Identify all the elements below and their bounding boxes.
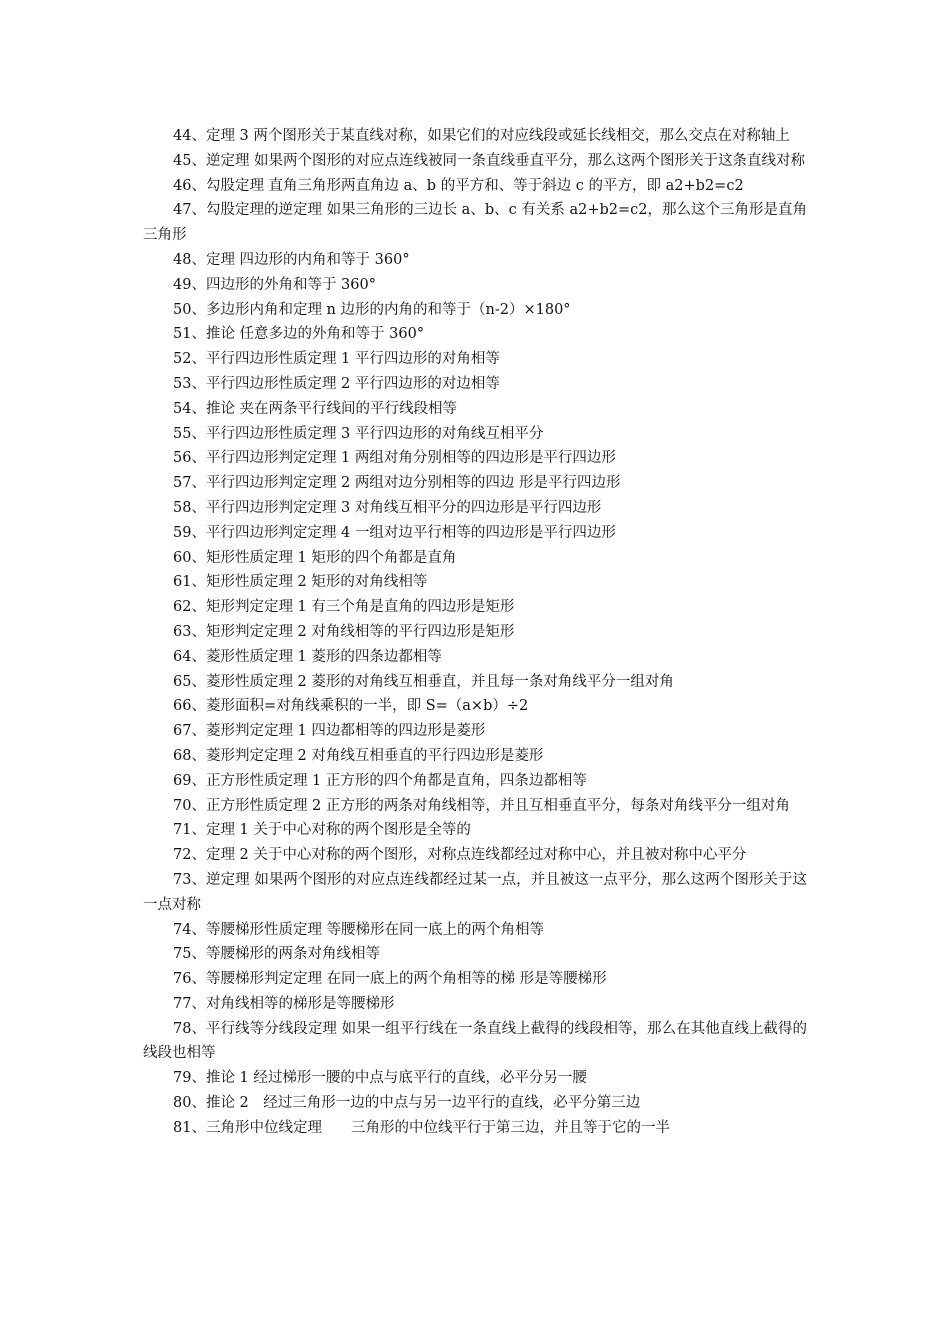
theorem-44: 44、定理 3 两个图形关于某直线对称，如果它们的对应线段或延长线相交，那么交点在对称轴上 [173, 128, 790, 144]
theorem-75: 75、等腰梯形的两条对角线相等 [173, 946, 380, 963]
document-page [143, 124, 807, 1141]
theorem-57: 57、平行四边形判定定理 2 两组对边分别相等的四边 形是平行四边形 [173, 475, 621, 492]
theorem-62: 62、矩形判定定理 1 有三个角是直角的四边形是矩形 [173, 599, 515, 616]
theorem-74: 74、等腰梯形性质定理 等腰梯形在同一底上的两个角相等 [173, 921, 545, 938]
theorem-67: 67、菱形判定定理 1 四边都相等的四边形是菱形 [173, 723, 486, 740]
theorem-50: 50、多边形内角和定理 n 边形的内角的和等于（n-2）×180° [173, 301, 571, 318]
theorem-46: 46、勾股定理 直角三角形两直角边 a、b 的平方和、等于斜边 c 的平方，即 a2+b2=c2 [173, 177, 744, 194]
theorem-72: 72、定理 2 关于中心对称的两个图形，对称点连线都经过对称中心，并且被对称中心平分 [173, 847, 747, 864]
theorem-73: 73、逆定理 如果两个图形的对应点连线都经过某一点，并且被这一点平分，那么这两个图形关于这一点对称 [143, 871, 807, 913]
theorem-64: 64、菱形性质定理 1 菱形的四条边都相等 [173, 648, 442, 665]
theorem-49: 49、四边形的外角和等于 360° [173, 276, 376, 293]
theorem-69: 69、正方形性质定理 1 正方形的四个角都是直角，四条边都相等 [173, 772, 587, 789]
theorem-59: 59、平行四边形判定定理 4 一组对边平行相等的四边形是平行四边形 [173, 524, 616, 541]
theorem-63: 63、矩形判定定理 2 对角线相等的平行四边形是矩形 [173, 623, 515, 640]
theorem-56: 56、平行四边形判定定理 1 两组对角分别相等的四边形是平行四边形 [173, 450, 616, 467]
theorem-51: 51、推论 任意多边的外角和等于 360° [173, 326, 425, 343]
theorem-48: 48、定理 四边形的内角和等于 360° [173, 251, 410, 268]
theorem-54: 54、推论 夹在两条平行线间的平行线段相等 [173, 400, 458, 417]
theorem-79: 79、推论 1 经过梯形一腰的中点与底平行的直线，必平分另一腰 [173, 1070, 587, 1087]
theorem-52: 52、平行四边形性质定理 1 平行四边形的对角相等 [173, 351, 500, 368]
theorem-66: 66、菱形面积=对角线乘积的一半，即 S=（a×b）÷2 [173, 698, 529, 715]
theorem-47: 47、勾股定理的逆定理 如果三角形的三边长 a、b、c 有关系 a2+b2=c2，那么这个三角形是直角三角形 [143, 202, 807, 244]
theorem-71: 71、定理 1 关于中心对称的两个图形是全等的 [173, 822, 471, 839]
theorem-58: 58、平行四边形判定定理 3 对角线互相平分的四边形是平行四边形 [173, 499, 602, 516]
theorem-80: 80、推论 2 经过三角形一边的中点与另一边平行的直线，必平分第三边 [173, 1095, 641, 1112]
theorem-45: 45、逆定理 如果两个图形的对应点连线被同一条直线垂直平分，那么这两个图形关于这条直线对称 [173, 152, 806, 169]
theorem-60: 60、矩形性质定理 1 矩形的四个角都是直角 [173, 549, 457, 566]
theorem-77: 77、对角线相等的梯形是等腰梯形 [173, 995, 395, 1012]
theorem-65: 65、菱形性质定理 2 菱形的对角线互相垂直，并且每一条对角线平分一组对角 [173, 673, 674, 690]
theorem-76: 76、等腰梯形判定定理 在同一底上的两个角相等的梯 形是等腰梯形 [173, 971, 607, 988]
theorem-55: 55、平行四边形性质定理 3 平行四边形的对角线互相平分 [173, 425, 544, 442]
theorem-61: 61、矩形性质定理 2 矩形的对角线相等 [173, 574, 428, 591]
theorem-81: 81、三角形中位线定理 三角形的中位线平行于第三边，并且等于它的一半 [173, 1119, 670, 1136]
theorem-70: 70、正方形性质定理 2 正方形的两条对角线相等，并且互相垂直平分，每条对角线平分一组对角 [173, 797, 790, 814]
theorem-78: 78、平行线等分线段定理 如果一组平行线在一条直线上截得的线段相等，那么在其他直线上截得的线段也相等 [143, 1020, 807, 1062]
theorem-53: 53、平行四边形性质定理 2 平行四边形的对边相等 [173, 375, 500, 392]
theorem-68: 68、菱形判定定理 2 对角线互相垂直的平行四边形是菱形 [173, 747, 544, 764]
